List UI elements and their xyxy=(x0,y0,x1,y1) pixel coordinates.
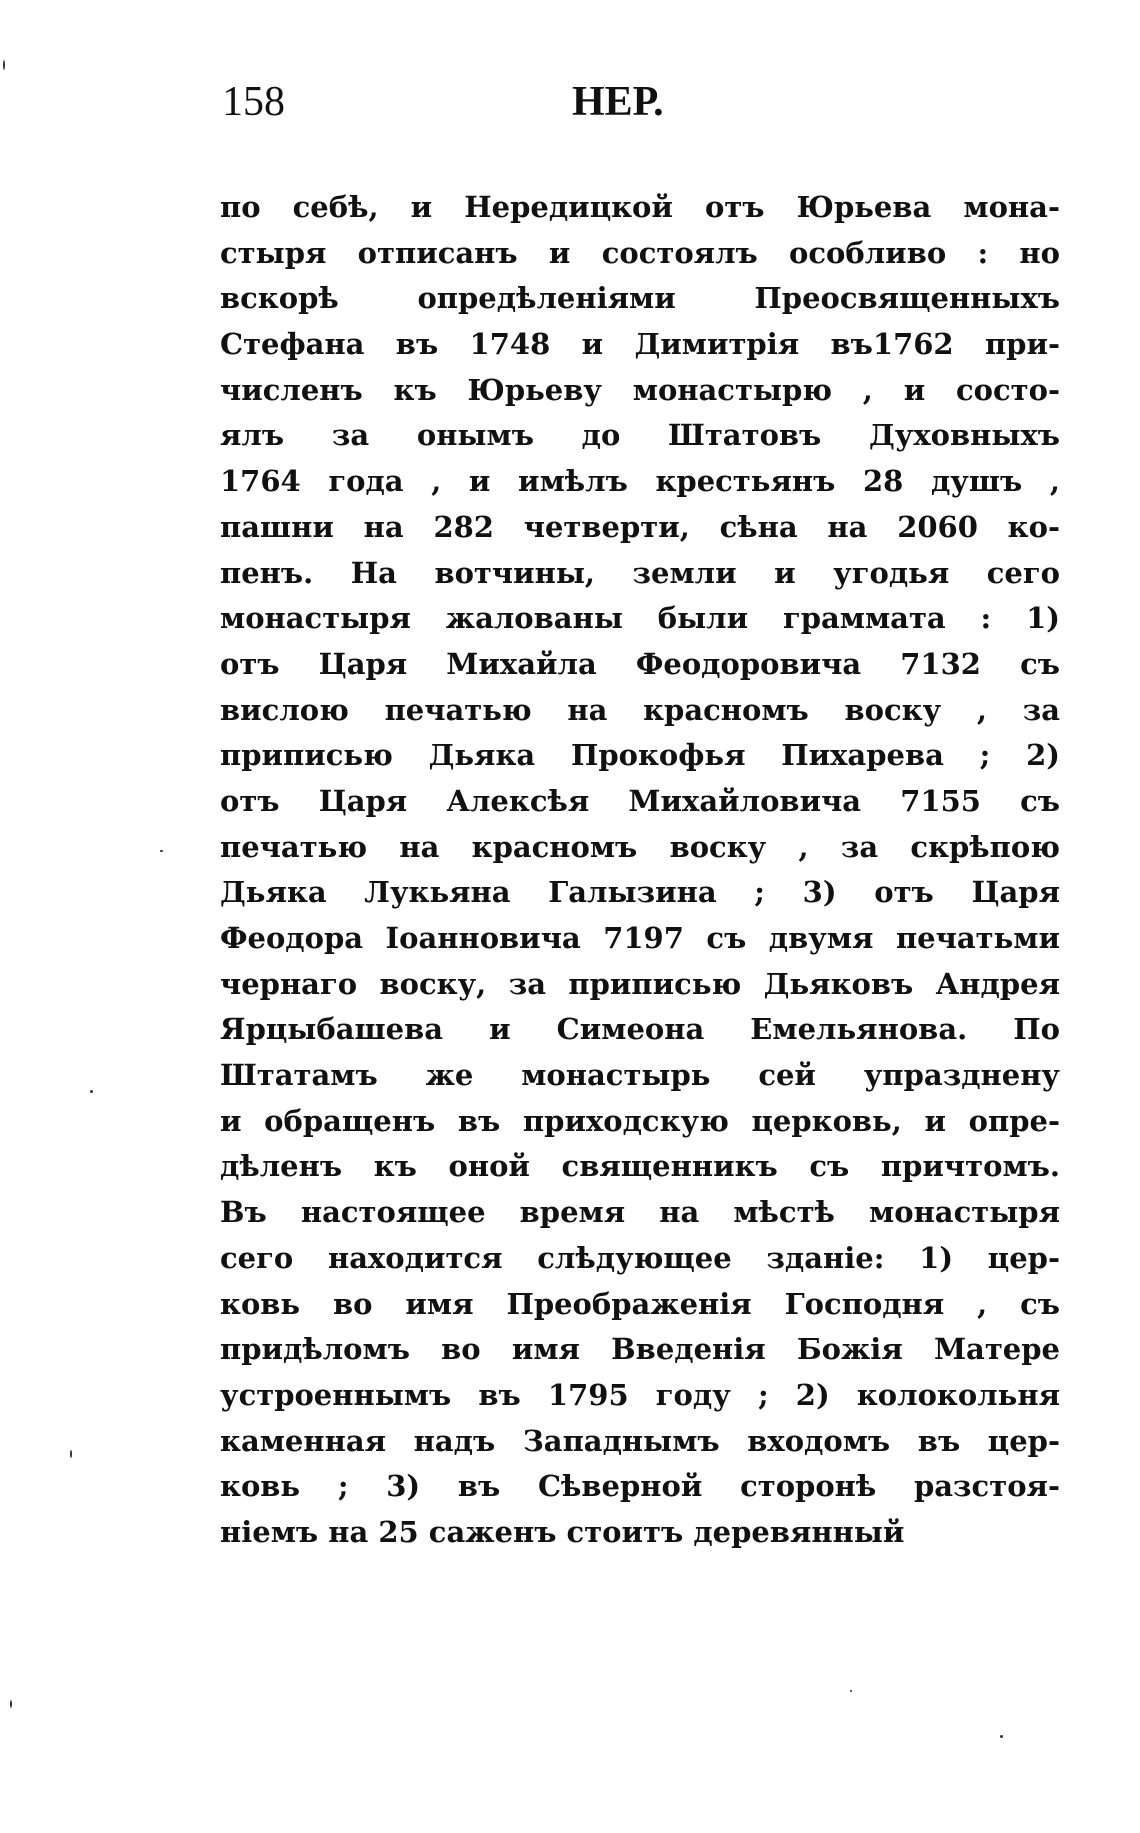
text-line: дѣленъ къ оной священникъ съ причтомъ. xyxy=(220,1149,1060,1184)
text-line: вислою печатью на красномъ воску , за xyxy=(220,692,1060,727)
text-line: каменная надъ Западнымъ входомъ въ цер- xyxy=(220,1423,1060,1458)
page-number: 158 xyxy=(222,79,285,125)
text-line: отъ Царя Алексѣя Михайловича 7155 съ xyxy=(220,783,1060,818)
text-line: печатью на красномъ воску , за скрѣпою xyxy=(220,829,1060,864)
scan-speck xyxy=(70,1450,72,1458)
text-line: стыря отписанъ и состоялъ особливо : но xyxy=(220,235,1060,270)
text-line: вскорѣ опредѣленіями Преосвященныхъ xyxy=(220,281,1060,316)
text-line: пенъ. На вотчины, земли и угодья сего xyxy=(220,555,1060,590)
text-line: ніемъ на 25 саженъ стоитъ деревянный xyxy=(220,1514,905,1549)
scan-speck xyxy=(160,850,163,852)
text-line: Стефана въ 1748 и Димитрія въ1762 при- xyxy=(220,327,1060,362)
scan-speck xyxy=(850,1690,852,1692)
text-line: Дьяка Лукьяна Галызина ; 3) отъ Царя xyxy=(220,875,1060,910)
text-line: приписью Дьяка Прокофья Пихарева ; 2) xyxy=(220,738,1060,773)
scan-speck xyxy=(1000,1735,1003,1738)
text-line: отъ Царя Михайла Феодоровича 7132 съ xyxy=(220,646,1060,681)
text-line: Ярцыбашева и Симеона Емельянова. По xyxy=(220,1012,1060,1047)
text-line: по себѣ, и Нередицкой отъ Юрьева мона- xyxy=(220,190,1060,224)
text-line: Штатамъ же монастырь сей упразднену xyxy=(220,1058,1060,1093)
page-header xyxy=(222,78,692,138)
scan-speck xyxy=(90,1090,93,1093)
text-line: Феодора Іоанновича 7197 съ двумя печатьми xyxy=(220,921,1060,955)
text-line: монастыря жалованы были граммата : 1) xyxy=(220,601,1060,636)
text-line: чернаго воску, за приписью Дьяковъ Андрея xyxy=(220,966,1060,1001)
text-line: и обращенъ въ приходскую церковь, и опре- xyxy=(220,1103,1060,1138)
scan-speck xyxy=(3,60,5,70)
text-line: Въ настоящее время на мѣстѣ монастыря xyxy=(220,1195,1060,1230)
text-line: устроеннымъ въ 1795 году ; 2) колокольня xyxy=(220,1377,1060,1412)
text-line: ковь ; 3) въ Сѣверной сторонѣ разстоя- xyxy=(220,1469,1060,1504)
text-line: 1764 года , и имѣлъ крестьянъ 28 душъ , xyxy=(220,464,1060,499)
text-line: численъ къ Юрьеву монастырю , и состо- xyxy=(220,372,1060,407)
running-head: НЕР. xyxy=(572,79,664,125)
scan-speck xyxy=(10,1700,12,1708)
body-text xyxy=(220,185,1060,1556)
text-line: ковь во имя Преображенія Господня , съ xyxy=(220,1286,1060,1321)
text-line: сего находится слѣдующее зданіе: 1) цер- xyxy=(220,1240,1060,1275)
text-line: пашни на 282 четверти, сѣна на 2060 ко- xyxy=(220,509,1060,544)
text-line: ялъ за онымъ до Штатовъ Духовныхъ xyxy=(220,418,1060,453)
text-line: придѣломъ во имя Введенія Божія Матере xyxy=(220,1332,1060,1367)
